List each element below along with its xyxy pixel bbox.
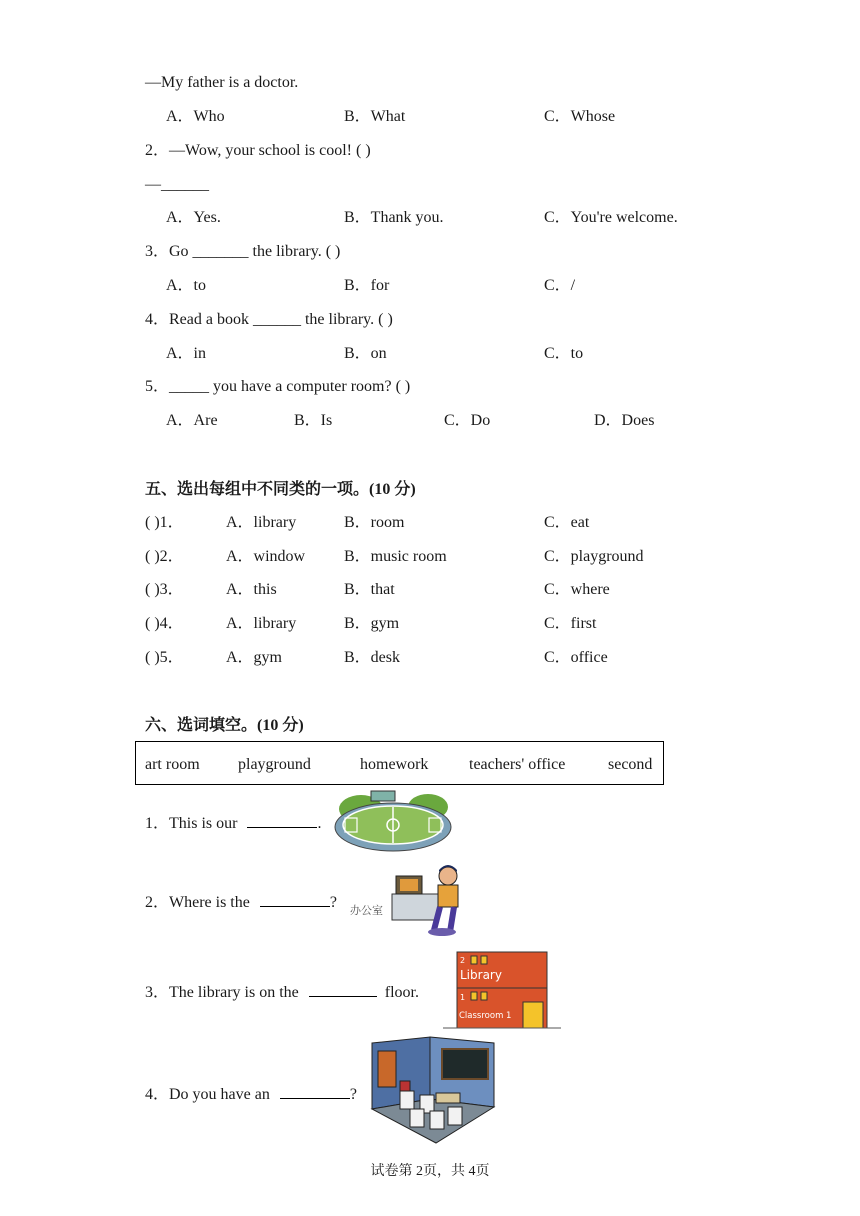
q5-option-a[interactable]: A．Are [166, 412, 218, 429]
q3-option-a[interactable]: A．to [166, 277, 207, 294]
word-art-room: art room [145, 756, 200, 773]
s6-item1-blank[interactable] [247, 813, 317, 828]
s5-row5-c: C．office [544, 649, 608, 666]
s5-row2-b: B．music room [344, 548, 447, 565]
classroom-sign: Classroom 1 [459, 1011, 512, 1021]
s5-row1-a: A．library [226, 514, 297, 531]
s5-row3-b: B．that [344, 581, 395, 598]
art-room-picture [370, 1037, 496, 1145]
q4-stem: 4．Read a book ______ the library. ( ) [145, 311, 393, 328]
s5-row4-a: A．library [226, 615, 297, 632]
section5-title: 五、选出每组中不同类的一项。 [145, 479, 370, 498]
word-homework: homework [360, 756, 429, 773]
q3-stem: 3．Go _______ the library. ( ) [145, 243, 341, 260]
q2-reply: —______ [145, 176, 209, 193]
q3-option-b[interactable]: B．for [344, 277, 390, 294]
s5-row1-bracket[interactable]: ( )1． [145, 514, 184, 531]
s6-item4-text: 4．Do you have an [145, 1086, 270, 1103]
s5-row1-b: B．room [344, 514, 405, 531]
q2-stem: 2．—Wow, your school is cool! ( ) [145, 142, 371, 159]
q5-stem: 5．_____ you have a computer room? ( ) [145, 378, 411, 395]
playground-picture [333, 791, 453, 853]
word-bank-box [135, 741, 664, 785]
s5-row4-c: C．first [544, 615, 597, 632]
s6-item1-text: 1．This is our [145, 815, 238, 832]
s6-item2-end: ? [329, 894, 337, 911]
word-teachers-office: teachers' office [469, 756, 566, 773]
q4-option-b[interactable]: B．on [344, 345, 387, 362]
s6-item2 [145, 892, 337, 913]
s6-item3-blank[interactable] [309, 982, 377, 997]
s6-item4-blank[interactable] [280, 1084, 350, 1099]
s5-row2-a: A．window [226, 548, 306, 565]
q2-option-b[interactable]: B．Thank you. [344, 209, 444, 226]
section6-score: (10 分) [257, 717, 304, 734]
floor-2-number: 2 [460, 956, 466, 965]
q2-option-a[interactable]: A．Yes. [166, 209, 221, 226]
q5-option-b[interactable]: B．Is [294, 412, 333, 429]
s5-row5-b: B．desk [344, 649, 401, 666]
s5-row5-a: A．gym [226, 649, 283, 666]
q3-option-c[interactable]: C．/ [544, 277, 576, 294]
q2-option-c[interactable]: C．You're welcome. [544, 209, 678, 226]
s6-item2-blank[interactable] [260, 892, 330, 907]
library-sign: Library [460, 968, 502, 982]
q1-option-a[interactable]: A．Who [166, 108, 225, 125]
library-building-picture [443, 950, 561, 1030]
s6-item1-end: . [317, 815, 322, 832]
section5-score: (10 分) [369, 481, 416, 498]
section6-heading [145, 715, 304, 736]
s5-row3-bracket[interactable]: ( )3． [145, 581, 184, 598]
s5-row4-bracket[interactable]: ( )4． [145, 615, 184, 632]
answer-line: —My father is a doctor. [145, 74, 299, 91]
q4-option-c[interactable]: C．to [544, 345, 584, 362]
s6-item3-end: floor. [384, 984, 419, 1001]
s5-row2-c: C．playground [544, 548, 644, 565]
s6-item3 [145, 982, 419, 1003]
q1-option-c[interactable]: C．Whose [544, 108, 616, 125]
s5-row2-bracket[interactable]: ( )2． [145, 548, 184, 565]
s6-item1 [145, 813, 321, 834]
section5-heading [145, 479, 416, 500]
s6-item3-text: 3．The library is on the [145, 984, 299, 1001]
s5-row4-b: B．gym [344, 615, 400, 632]
word-second: second [608, 756, 653, 773]
q5-option-c[interactable]: C．Do [444, 412, 491, 429]
word-playground: playground [238, 756, 311, 773]
q5-option-d[interactable]: D．Does [594, 412, 655, 429]
office-label: 办公室 [350, 904, 383, 917]
s6-item2-text: 2．Where is the [145, 894, 250, 911]
s5-row3-c: C．where [544, 581, 610, 598]
section6-title: 六、选词填空。 [145, 715, 258, 734]
s5-row1-c: C．eat [544, 514, 590, 531]
s6-item4-end: ? [349, 1086, 357, 1103]
page-footer: 试卷第 2页，共 4页 [370, 1164, 490, 1179]
q1-option-b[interactable]: B．What [344, 108, 406, 125]
floor-1-number: 1 [460, 993, 466, 1002]
teachers-office-picture [350, 862, 470, 938]
s6-item4 [145, 1084, 357, 1105]
q4-option-a[interactable]: A．in [166, 345, 207, 362]
s5-row5-bracket[interactable]: ( )5． [145, 649, 184, 666]
s5-row3-a: A．this [226, 581, 277, 598]
